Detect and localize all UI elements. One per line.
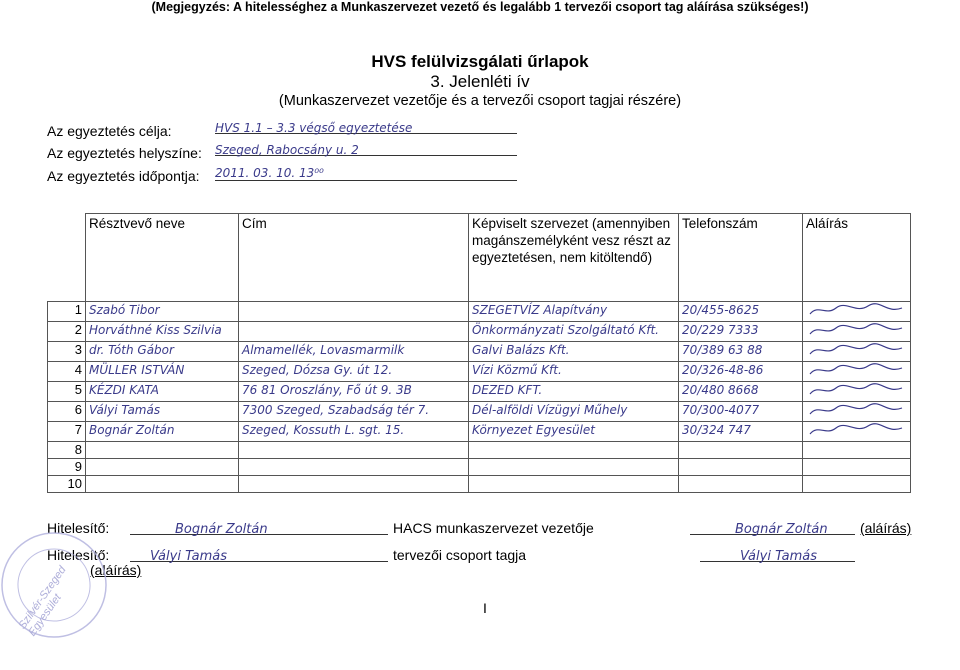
attendee-phone — [679, 422, 803, 442]
purpose-line — [215, 119, 517, 134]
table-row — [48, 459, 911, 476]
attendee-name — [86, 342, 239, 362]
attendee-address-text: 76 81 Oroszlány, Fő út 9. 3B — [242, 383, 412, 397]
row-number — [48, 459, 86, 476]
attendee-name — [86, 362, 239, 382]
attendee-address — [239, 322, 469, 342]
table-row — [48, 362, 911, 382]
attendee-name — [86, 382, 239, 402]
attendee-organization — [469, 342, 679, 362]
role-member: tervezői csoport tagja — [393, 547, 527, 563]
attendee-signature — [803, 442, 911, 459]
attendee-name-text: Bognár Zoltán — [89, 423, 175, 437]
attendee-phone — [679, 362, 803, 382]
row-number — [48, 476, 86, 493]
attendee-address-text: Szeged, Kossuth L. sgt. 15. — [242, 423, 405, 437]
attendee-address — [239, 302, 469, 322]
attendee-organization — [469, 476, 679, 493]
attendee-organization-text: Galvi Balázs Kft. — [472, 343, 570, 357]
attendee-phone — [679, 382, 803, 402]
attendee-phone — [679, 302, 803, 322]
attendee-organization-text: Vízi Közmű Kft. — [472, 363, 562, 377]
attendee-signature — [803, 422, 911, 442]
row-number-text: 2 — [74, 322, 82, 337]
signature-scribble — [806, 322, 906, 338]
row-number-text: 3 — [74, 342, 82, 357]
attendee-signature — [803, 476, 911, 493]
table-body — [48, 302, 911, 493]
time-line — [215, 164, 517, 181]
requirement-note: (Megjegyzés: A hitelességhez a Munkaszervezet vezető és legalább 1 tervezői csoport tag aláírása szükséges!) — [151, 0, 809, 14]
organization-stamp — [0, 501, 138, 668]
row-number-text: 9 — [74, 459, 82, 474]
signature-scribble — [806, 382, 906, 398]
signature-scribble — [806, 402, 906, 418]
attendee-address — [239, 422, 469, 442]
page-description: (Munkaszervezet vezetője és a tervezői csoport tagjai részére) — [278, 93, 682, 109]
certifier-line — [130, 520, 388, 535]
attendee-organization — [469, 422, 679, 442]
attendee-address — [239, 382, 469, 402]
manager-signature: Bognár Zoltán — [735, 522, 828, 537]
signature-header: Aláírás — [803, 214, 911, 302]
attendee-name-text: Vályi Tamás — [89, 403, 161, 417]
purpose-value: HVS 1.1 – 3.3 végső egyeztetése — [215, 121, 413, 135]
table-header-row — [48, 214, 911, 302]
table-row — [48, 342, 911, 362]
table-row — [48, 322, 911, 342]
certifier2-line — [130, 547, 388, 562]
attendee-organization — [469, 402, 679, 422]
row-number — [48, 402, 86, 422]
row-number — [48, 382, 86, 402]
attendee-name-text: KÉZDI KATA — [89, 383, 159, 397]
row-number-text: 10 — [67, 476, 82, 491]
attendee-organization-text: DEZED KFT. — [472, 383, 543, 397]
row-number — [48, 442, 86, 459]
attendee-name — [86, 476, 239, 493]
signature-caption-1: (aláírás) — [860, 520, 912, 536]
attendee-name — [86, 322, 239, 342]
attendee-phone — [679, 322, 803, 342]
signature-scribble — [806, 302, 906, 318]
time-label: Az egyeztetés időpontja: — [47, 168, 200, 184]
signature-caption-2: (aláírás) — [90, 562, 142, 578]
attendee-phone — [679, 459, 803, 476]
attendee-signature — [803, 322, 911, 342]
place-value: Szeged, Rabocsány u. 2 — [215, 143, 359, 157]
attendee-organization — [469, 362, 679, 382]
row-number-text: 6 — [74, 402, 82, 417]
member-signature: Vályi Tamás — [740, 549, 818, 564]
attendee-name-text: dr. Tóth Gábor — [89, 343, 174, 357]
row-number-text: 5 — [74, 382, 82, 397]
row-number — [48, 362, 86, 382]
attendee-address-text: 7300 Szeged, Szabadság tér 7. — [242, 403, 430, 417]
purpose-label: Az egyeztetés célja: — [47, 123, 172, 139]
attendee-name — [86, 402, 239, 422]
attendee-organization — [469, 322, 679, 342]
stamp-text: Szilvér-Szeged Egyesület — [16, 564, 69, 639]
table-row — [48, 302, 911, 322]
table-row — [48, 402, 911, 422]
attendee-address — [239, 342, 469, 362]
member-sig-line — [700, 547, 855, 562]
attendee-signature — [803, 302, 911, 322]
table-row — [48, 382, 911, 402]
attendee-organization — [469, 459, 679, 476]
attendee-organization-text: Dél-alföldi Vízügyi Műhely — [472, 403, 628, 417]
attendee-name — [86, 459, 239, 476]
attendee-organization — [469, 442, 679, 459]
attendee-phone — [679, 476, 803, 493]
attendee-phone-text: 20/229 7333 — [682, 323, 759, 337]
attendee-signature — [803, 342, 911, 362]
attendee-signature — [803, 382, 911, 402]
attendee-signature — [803, 402, 911, 422]
role-manager: HACS munkaszervezet vezetője — [393, 520, 594, 536]
row-number-text: 7 — [74, 422, 82, 437]
attendee-phone-text: 70/389 63 88 — [682, 343, 763, 357]
attendee-name-text: Horváthné Kiss Szilvia — [89, 323, 222, 337]
manager-sig-line — [690, 520, 855, 535]
certifier-signature: Bognár Zoltán — [175, 522, 268, 537]
table-row — [48, 442, 911, 459]
attendee-phone — [679, 342, 803, 362]
row-number-text: 4 — [74, 362, 82, 377]
row-number-text: 8 — [74, 442, 82, 457]
row-number — [48, 342, 86, 362]
time-value: 2011. 03. 10. 13⁰⁰ — [215, 166, 324, 180]
attendee-signature — [803, 459, 911, 476]
certifier2-label: Hitelesítő: — [47, 547, 110, 563]
attendance-table — [47, 213, 911, 493]
table-row — [48, 476, 911, 493]
attendee-address — [239, 362, 469, 382]
attendee-organization — [469, 382, 679, 402]
attendee-phone-text: 20/455-8625 — [682, 303, 760, 317]
place-line — [215, 141, 517, 156]
attendee-organization-text: SZEGETVÍZ Alapítvány — [472, 303, 608, 317]
address-header: Cím — [239, 214, 469, 302]
signature-scribble — [806, 342, 906, 358]
place-label: Az egyeztetés helyszíne: — [47, 145, 202, 161]
attendee-address — [239, 402, 469, 422]
attendee-phone-text: 70/300-4077 — [682, 403, 760, 417]
row-number-text: 1 — [74, 302, 82, 317]
attendee-address — [239, 476, 469, 493]
attendee-address-text: Szeged, Dózsa Gy. út 12. — [242, 363, 393, 377]
num-header — [48, 214, 86, 302]
table-row — [48, 422, 911, 442]
signature-scribble — [806, 362, 906, 378]
attendee-name — [86, 302, 239, 322]
attendee-name — [86, 442, 239, 459]
attendee-address — [239, 442, 469, 459]
signature-scribble — [806, 422, 906, 438]
attendee-name-text: MÜLLER ISTVÁN — [89, 363, 185, 377]
attendee-name-text: Szabó Tibor — [89, 303, 160, 317]
certifier-label: Hitelesítő: — [47, 520, 110, 536]
attendee-phone-text: 30/324 747 — [682, 423, 751, 437]
attendee-address-text: Almamellék, Lovasmarmilk — [242, 343, 405, 357]
org-header: Képviselt szervezet (amennyiben magánszemélyként vesz részt az egyeztetésen, nem kitöltendő) — [469, 214, 679, 302]
attendee-signature — [803, 362, 911, 382]
attendee-phone — [679, 442, 803, 459]
attendee-organization-text: Önkormányzati Szolgáltató Kft. — [472, 323, 659, 337]
attendee-phone-text: 20/326-48-86 — [682, 363, 764, 377]
page-mark: I — [483, 600, 487, 616]
page-subtitle: 3. Jelenléti ív — [430, 72, 530, 91]
attendee-organization — [469, 302, 679, 322]
row-number — [48, 422, 86, 442]
attendee-phone — [679, 402, 803, 422]
attendee-address — [239, 459, 469, 476]
row-number — [48, 322, 86, 342]
attendee-phone-text: 20/480 8668 — [682, 383, 759, 397]
name-header: Résztvevő neve — [86, 214, 239, 302]
phone-header: Telefonszám — [679, 214, 803, 302]
row-number — [48, 302, 86, 322]
certifier2-signature: Vályi Tamás — [150, 549, 228, 564]
page-title: HVS felülvizsgálati űrlapok — [371, 52, 589, 71]
attendee-name — [86, 422, 239, 442]
attendee-organization-text: Környezet Egyesület — [472, 423, 595, 437]
